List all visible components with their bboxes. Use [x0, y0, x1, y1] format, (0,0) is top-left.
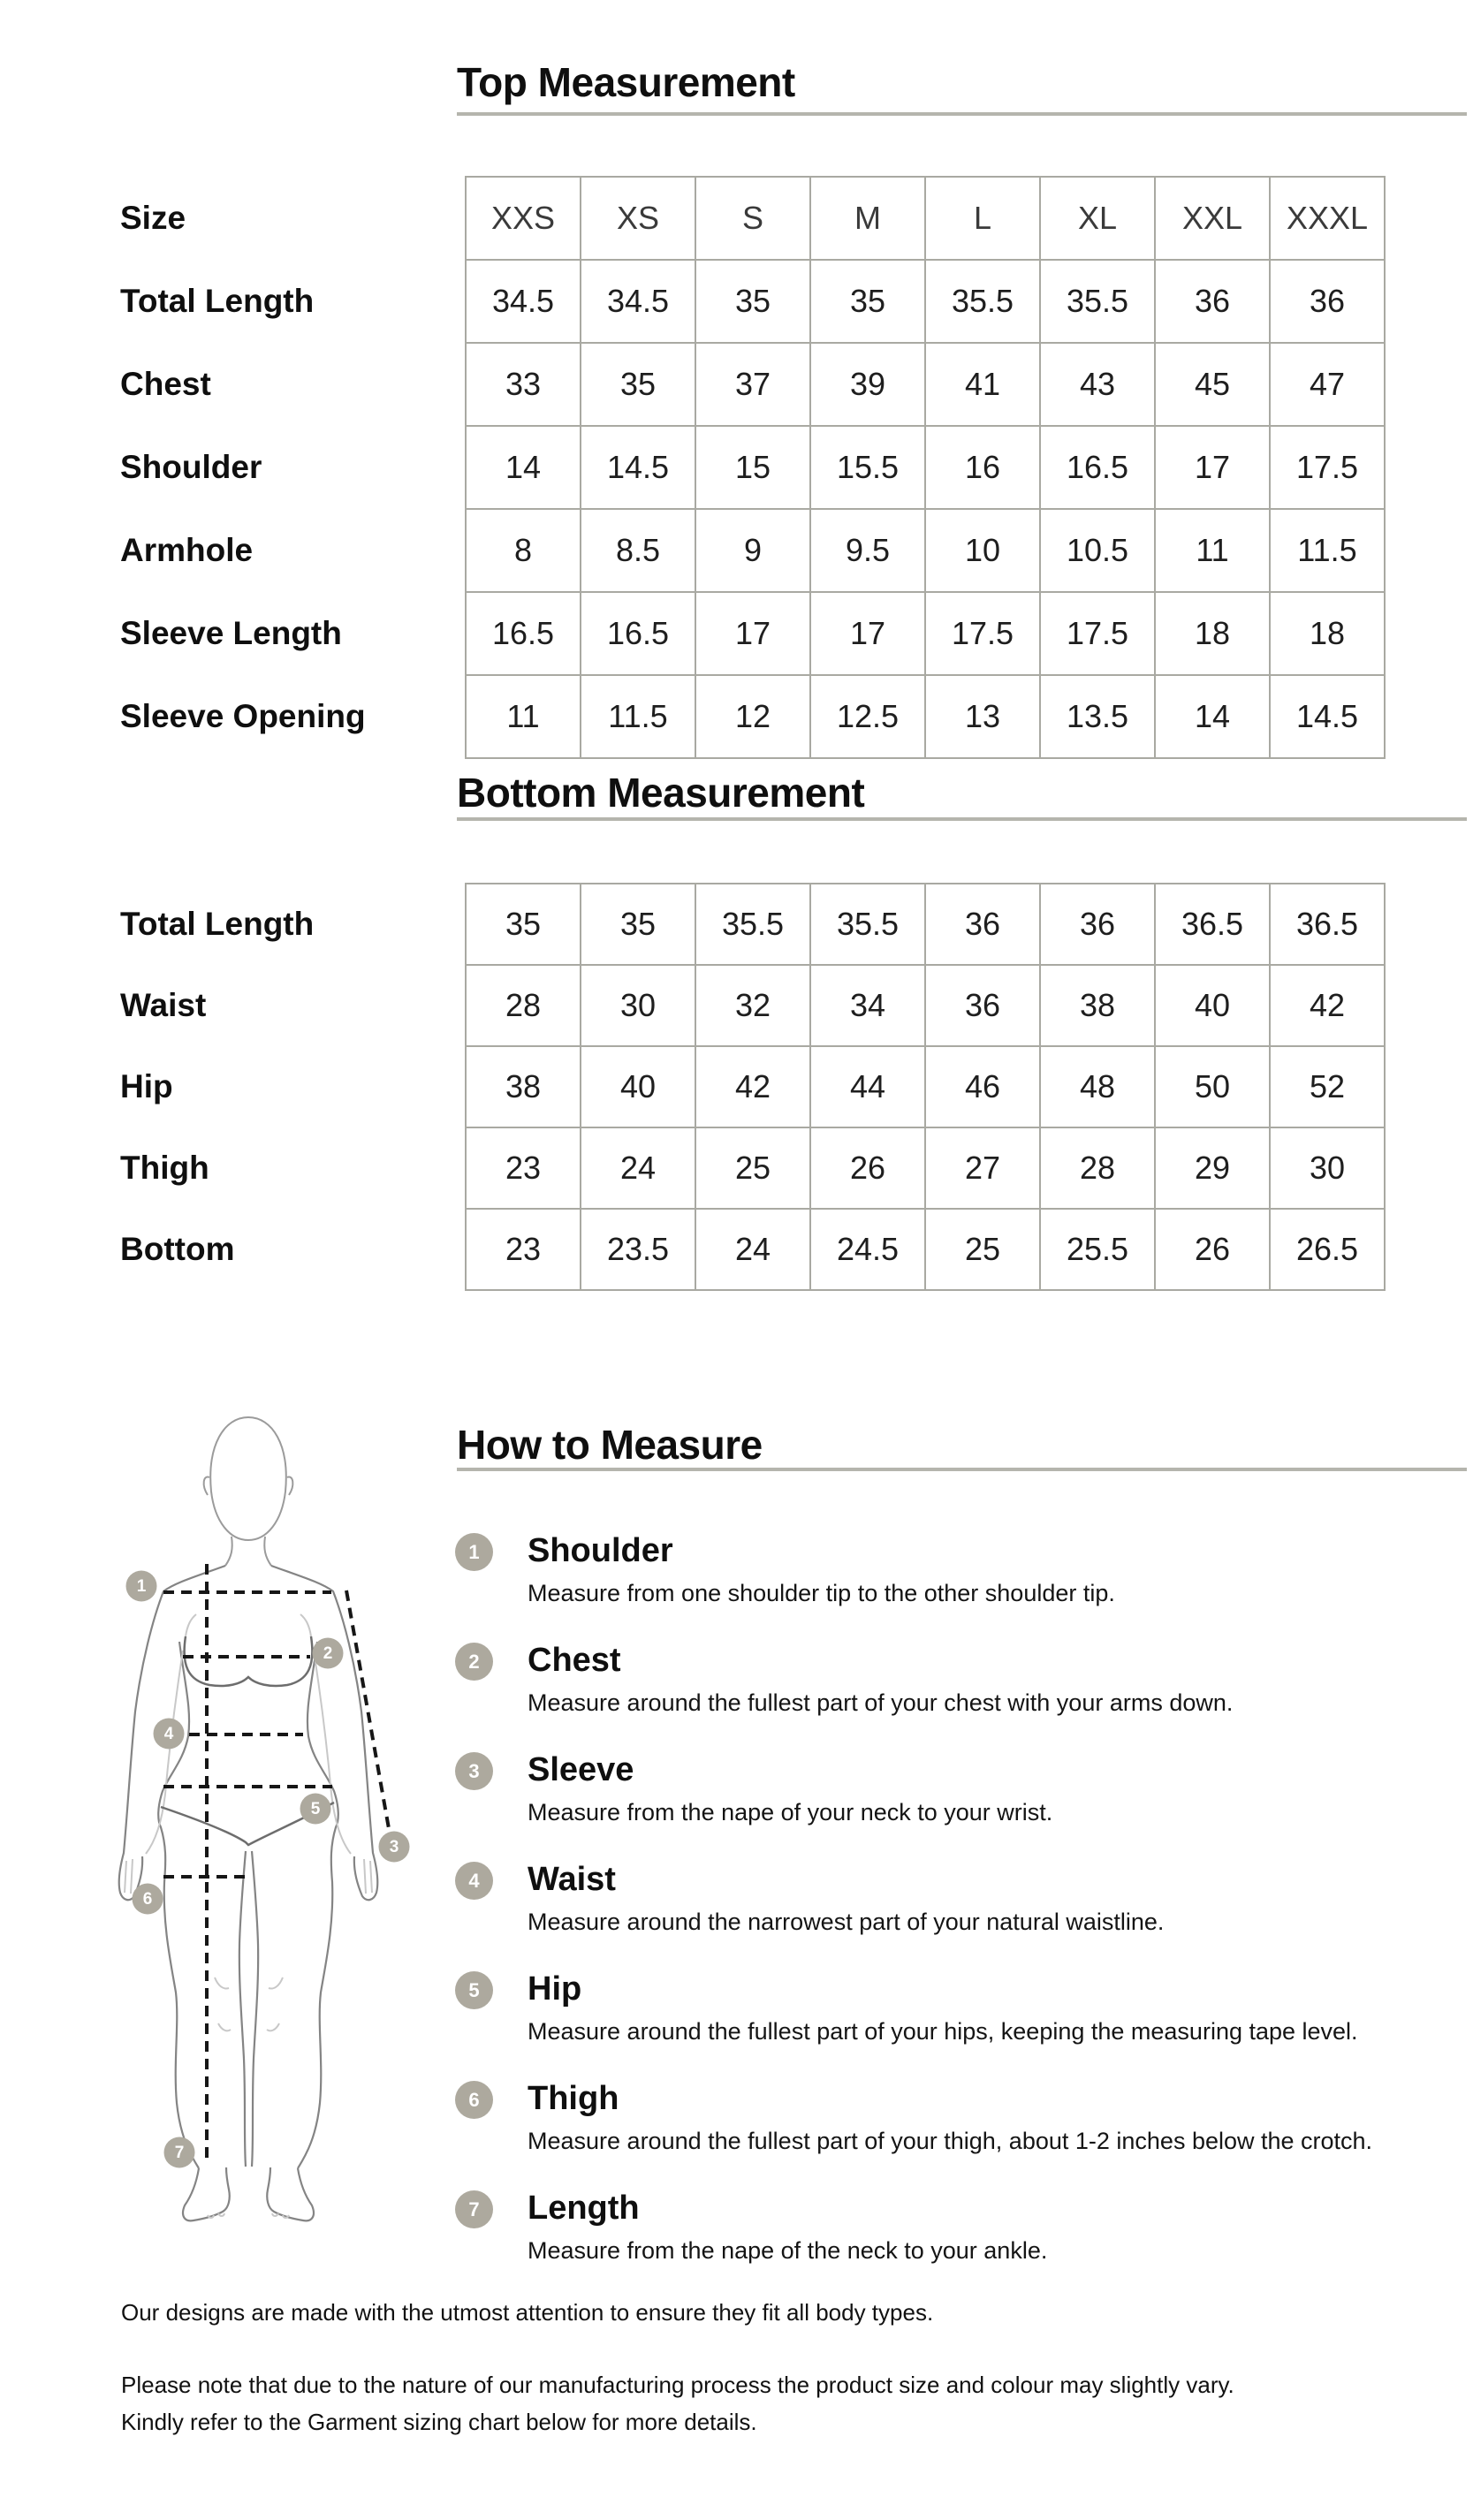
- value-cell: 24.5: [810, 1209, 925, 1290]
- value-cell: 24: [581, 1127, 695, 1209]
- value-cell: 30: [581, 965, 695, 1046]
- table-row: [118, 426, 1385, 509]
- item-description: Measure around the fullest part of your hips, keeping the measuring tape level.: [528, 2018, 1358, 2045]
- value-cell: 35.5: [695, 884, 810, 965]
- value-cell: 38: [1040, 965, 1155, 1046]
- value-cell: 15.5: [810, 426, 925, 509]
- value-cell: 11.5: [581, 675, 695, 758]
- item-title: Shoulder: [528, 1532, 673, 1569]
- svg-text:2: 2: [323, 1644, 333, 1663]
- table-row: [118, 884, 1385, 965]
- item-description: Measure around the narrowest part of your natural waistline.: [528, 1909, 1165, 1935]
- value-cell: 18: [1155, 592, 1270, 675]
- footer-line-1: Our designs are made with the utmost attention to ensure they fit all body types.: [121, 2299, 934, 2326]
- value-cell: 10: [925, 509, 1040, 592]
- figure-head: [204, 1417, 293, 1566]
- value-cell: 36.5: [1155, 884, 1270, 965]
- table-row: [118, 675, 1385, 758]
- value-cell: 35.5: [810, 884, 925, 965]
- item-number-badge: 5: [455, 1971, 493, 2009]
- table-row: [118, 260, 1385, 343]
- row-label: Hip: [120, 1068, 173, 1104]
- value-cell: 47: [1270, 343, 1385, 426]
- footer-line-2: Please note that due to the nature of our manufacturing process the product size and colour may slightly vary.: [121, 2372, 1234, 2398]
- diagram-markers: [126, 1571, 410, 2168]
- value-cell: 30: [1270, 1127, 1385, 1209]
- value-cell: 42: [695, 1046, 810, 1127]
- value-cell: 15: [695, 426, 810, 509]
- value-cell: 11: [466, 675, 581, 758]
- size-header-cell: XL: [1040, 177, 1155, 260]
- value-cell: 26: [1155, 1209, 1270, 1290]
- top-measurement-title: Top Measurement: [457, 59, 795, 105]
- value-cell: 11.5: [1270, 509, 1385, 592]
- value-cell: 26: [810, 1127, 925, 1209]
- svg-text:1: 1: [136, 1577, 147, 1596]
- size-header-cell: M: [810, 177, 925, 260]
- value-cell: 16.5: [581, 592, 695, 675]
- value-cell: 14.5: [581, 426, 695, 509]
- table-row: [118, 343, 1385, 426]
- diagram-marker-1: [126, 1571, 157, 1602]
- item-number-badge: 6: [455, 2081, 493, 2119]
- bottom-measurement-table: [118, 883, 1386, 1291]
- size-header-cell: L: [925, 177, 1040, 260]
- svg-text:3: 3: [389, 1838, 399, 1856]
- bottom-measurement-divider: [457, 817, 1467, 821]
- figure-detail-lines: [125, 1614, 372, 2218]
- value-cell: 9: [695, 509, 810, 592]
- value-cell: 42: [1270, 965, 1385, 1046]
- value-cell: 34: [810, 965, 925, 1046]
- value-cell: 35: [466, 884, 581, 965]
- value-cell: 18: [1270, 592, 1385, 675]
- item-description: Measure from one shoulder tip to the other shoulder tip.: [528, 1580, 1115, 1606]
- svg-text:5: 5: [310, 1800, 321, 1818]
- value-cell: 35: [810, 260, 925, 343]
- value-cell: 13.5: [1040, 675, 1155, 758]
- table-row: [118, 177, 1385, 260]
- item-number-badge: 3: [455, 1752, 493, 1790]
- value-cell: 36: [1270, 260, 1385, 343]
- value-cell: 35: [695, 260, 810, 343]
- table-row: [118, 1046, 1385, 1127]
- row-label: Sleeve Length: [120, 615, 342, 651]
- value-cell: 11: [1155, 509, 1270, 592]
- row-label: Armhole: [120, 532, 254, 568]
- item-title: Hip: [528, 1970, 582, 2008]
- row-label: Total Length: [120, 283, 315, 319]
- item-title: Chest: [528, 1642, 621, 1679]
- table-row: [118, 1209, 1385, 1290]
- item-number-badge: 4: [455, 1862, 493, 1900]
- diagram-marker-5: [300, 1794, 331, 1825]
- value-cell: 36: [1155, 260, 1270, 343]
- value-cell: 25.5: [1040, 1209, 1155, 1290]
- row-label: Bottom: [120, 1231, 235, 1267]
- row-label: Waist: [120, 987, 207, 1023]
- measure-item-length: [455, 2188, 1047, 2266]
- value-cell: 28: [1040, 1127, 1155, 1209]
- value-cell: 48: [1040, 1046, 1155, 1127]
- top-measurement-divider: [457, 112, 1467, 116]
- item-number-badge: 7: [455, 2190, 493, 2228]
- svg-text:7: 7: [174, 2144, 185, 2162]
- value-cell: 16.5: [1040, 426, 1155, 509]
- value-cell: 32: [695, 965, 810, 1046]
- value-cell: 34.5: [581, 260, 695, 343]
- item-number-badge: 2: [455, 1643, 493, 1681]
- value-cell: 17: [695, 592, 810, 675]
- row-label: Total Length: [120, 906, 315, 942]
- row-label: Shoulder: [120, 449, 262, 485]
- table-row: [118, 965, 1385, 1046]
- value-cell: 14.5: [1270, 675, 1385, 758]
- value-cell: 14: [466, 426, 581, 509]
- value-cell: 26.5: [1270, 1209, 1385, 1290]
- value-cell: 35: [581, 343, 695, 426]
- value-cell: 41: [925, 343, 1040, 426]
- bottom-measurement-title: Bottom Measurement: [457, 770, 865, 816]
- value-cell: 40: [581, 1046, 695, 1127]
- value-cell: 24: [695, 1209, 810, 1290]
- item-title: Sleeve: [528, 1751, 634, 1788]
- value-cell: 23.5: [581, 1209, 695, 1290]
- measure-item-thigh: [455, 2078, 1372, 2156]
- value-cell: 23: [466, 1127, 581, 1209]
- value-cell: 34.5: [466, 260, 581, 343]
- value-cell: 50: [1155, 1046, 1270, 1127]
- value-cell: 17.5: [1040, 592, 1155, 675]
- value-cell: 36: [925, 884, 1040, 965]
- diagram-marker-3: [379, 1832, 410, 1863]
- value-cell: 37: [695, 343, 810, 426]
- row-label: Thigh: [120, 1150, 209, 1186]
- table-row: [118, 592, 1385, 675]
- value-cell: 23: [466, 1209, 581, 1290]
- table-row: [118, 1127, 1385, 1209]
- measure-item-waist: [455, 1859, 1164, 1937]
- value-cell: 43: [1040, 343, 1155, 426]
- top-measurement-table: [118, 176, 1386, 759]
- item-title: Length: [528, 2190, 640, 2227]
- value-cell: 16.5: [466, 592, 581, 675]
- value-cell: 25: [695, 1127, 810, 1209]
- row-label: Size: [120, 200, 186, 236]
- value-cell: 44: [810, 1046, 925, 1127]
- body-measurement-diagram: [84, 1405, 420, 2235]
- value-cell: 25: [925, 1209, 1040, 1290]
- value-cell: 17: [1155, 426, 1270, 509]
- value-cell: 45: [1155, 343, 1270, 426]
- value-cell: 36: [925, 965, 1040, 1046]
- value-cell: 35: [581, 884, 695, 965]
- measure-item-hip: [455, 1969, 1358, 2046]
- svg-text:6: 6: [142, 1890, 153, 1909]
- diagram-marker-7: [164, 2137, 195, 2168]
- value-cell: 8.5: [581, 509, 695, 592]
- value-cell: 10.5: [1040, 509, 1155, 592]
- how-to-measure-title: How to Measure: [457, 1422, 763, 1468]
- table-row: [118, 509, 1385, 592]
- row-label: Sleeve Opening: [120, 698, 366, 734]
- how-to-measure-divider: [457, 1468, 1467, 1471]
- diagram-marker-2: [313, 1638, 344, 1669]
- value-cell: 28: [466, 965, 581, 1046]
- row-label: Chest: [120, 366, 211, 402]
- value-cell: 38: [466, 1046, 581, 1127]
- item-title: Thigh: [528, 2080, 619, 2117]
- value-cell: 13: [925, 675, 1040, 758]
- footer-notes: [121, 2294, 1376, 2440]
- size-header-cell: XXXL: [1270, 177, 1385, 260]
- svg-text:4: 4: [163, 1725, 174, 1743]
- value-cell: 35.5: [1040, 260, 1155, 343]
- size-header-cell: XXS: [466, 177, 581, 260]
- diagram-marker-4: [154, 1719, 185, 1750]
- value-cell: 12.5: [810, 675, 925, 758]
- measure-item-shoulder: [455, 1530, 1115, 1608]
- item-number-badge: 1: [455, 1533, 493, 1571]
- footer-line-3: Kindly refer to the Garment sizing chart below for more details.: [121, 2409, 757, 2435]
- value-cell: 9.5: [810, 509, 925, 592]
- measure-item-chest: [455, 1640, 1233, 1718]
- value-cell: 8: [466, 509, 581, 592]
- item-title: Waist: [528, 1861, 616, 1898]
- item-description: Measure from the nape of the neck to your ankle.: [528, 2237, 1048, 2264]
- value-cell: 14: [1155, 675, 1270, 758]
- value-cell: 35.5: [925, 260, 1040, 343]
- value-cell: 36: [1040, 884, 1155, 965]
- value-cell: 12: [695, 675, 810, 758]
- diagram-marker-6: [133, 1884, 163, 1915]
- value-cell: 46: [925, 1046, 1040, 1127]
- size-header-cell: XXL: [1155, 177, 1270, 260]
- size-header-cell: S: [695, 177, 810, 260]
- value-cell: 29: [1155, 1127, 1270, 1209]
- measurement-dash-lines: [163, 1564, 390, 2165]
- item-description: Measure around the fullest part of your thigh, about 1-2 inches below the crotch.: [528, 2128, 1373, 2154]
- value-cell: 17.5: [1270, 426, 1385, 509]
- value-cell: 27: [925, 1127, 1040, 1209]
- value-cell: 33: [466, 343, 581, 426]
- value-cell: 17.5: [925, 592, 1040, 675]
- item-description: Measure around the fullest part of your chest with your arms down.: [528, 1689, 1234, 1716]
- measure-item-sleeve: [455, 1750, 1052, 1827]
- value-cell: 16: [925, 426, 1040, 509]
- value-cell: 36.5: [1270, 884, 1385, 965]
- size-header-cell: XS: [581, 177, 695, 260]
- value-cell: 52: [1270, 1046, 1385, 1127]
- value-cell: 17: [810, 592, 925, 675]
- value-cell: 40: [1155, 965, 1270, 1046]
- item-description: Measure from the nape of your neck to your wrist.: [528, 1799, 1053, 1825]
- value-cell: 39: [810, 343, 925, 426]
